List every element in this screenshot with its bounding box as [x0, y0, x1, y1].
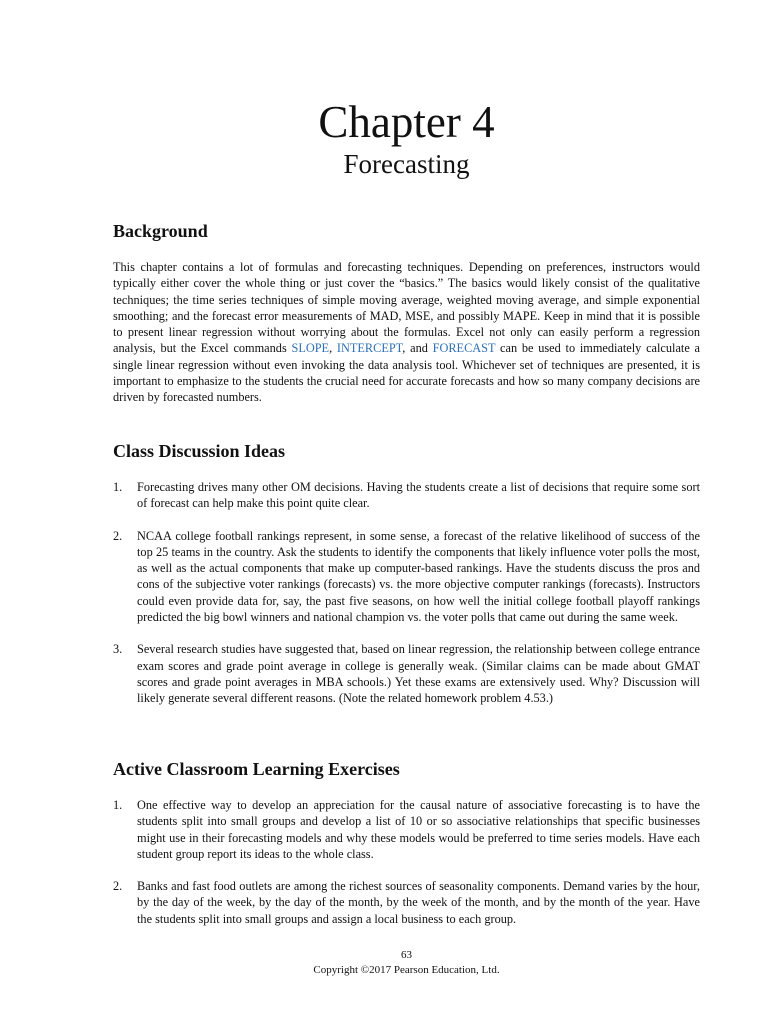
list-item	[113, 641, 700, 706]
list-item-text: Banks and fast food outlets are among the richest sources of seasonality components. Demand varies by the hour, by the day of the week, by the day of the month, by the week of the month, and by the month of the year. Have the students split into small groups and assign a local business to each group.	[137, 879, 700, 926]
page-number: 63	[401, 949, 412, 961]
discussion-list	[113, 479, 700, 707]
list-item	[113, 528, 700, 626]
list-item-text: Several research studies have suggested that, based on linear regression, the relationship between college entrance exam scores and grade point average in college is generally weak. (Similar claims can be made about GMAT scores and grade point averages in MBA schools.) Yet these exams are extensively used. Why? Discussion will likely generate several different reasons. (Note the related homework problem 4.53.)	[137, 642, 700, 706]
list-item-number: 1.	[113, 480, 123, 494]
intercept-link[interactable]: INTERCEPT	[336, 341, 403, 356]
exercises-list	[113, 797, 700, 927]
background-section	[113, 219, 700, 406]
discussion-section	[113, 439, 700, 707]
list-item-number: 3.	[113, 642, 123, 657]
list-item	[113, 797, 700, 862]
exercises-section	[113, 757, 700, 927]
discussion-heading: Class Discussion Ideas	[113, 441, 286, 461]
forecast-link[interactable]: FORECAST	[432, 341, 496, 356]
chapter-subtitle: Forecasting	[343, 149, 470, 179]
slope-link[interactable]: SLOPE	[291, 341, 330, 356]
separator-2: , and	[402, 341, 433, 356]
background-text-1: This chapter contains a lot of formulas and forecasting techniques. Depending on preferences, instructors would typically either cover the whole thing or just cover the “basics.” The basics would likely consist of the qualitative techniques; the time series techniques of simple moving average, weighted moving average, and simple exponential smoothing; and the forecast error measurements of MAD, MSE, and possibly MAPE. Keep in mind that it is possible to present linear regression without worrying about the formulas. Excel not only can easily perform a regression analysis, but the Excel commands	[113, 260, 700, 356]
list-item	[113, 479, 700, 512]
background-text-2: can be used to immediately calculate a single linear regression without even invoking the data analysis tool. Whichever set of techniques are presented, it is important to emphasize to the students the crucial need for accurate forecasts and how so many company decisions are driven by forecasted numbers.	[113, 341, 700, 405]
list-item-text: NCAA college football rankings represent, in some sense, a forecast of the relative likelihood of success of the top 25 teams in the country. Ask the students to identify the components that likely influence voter polls the most, as well as the actual components that make up computer-based rankings. Have the students discuss the pros and cons of the subjective voter rankings (forecasts) vs. the more objective computer rankings (forecasts). Instructors could even provide data for, say, the past five seasons, on how well the initial college football playoff rankings predicted the big bowl winners and national champion vs. the voter polls that came out during the same week.	[137, 528, 700, 625]
background-paragraph	[113, 259, 700, 406]
list-item-number: 1.	[113, 798, 123, 812]
separator-1: ,	[329, 341, 337, 356]
list-item	[113, 878, 700, 927]
list-item-text: Forecasting drives many other OM decisions. Having the students create a list of decisions that require some sort of forecast can help make this point quite clear.	[137, 480, 700, 511]
page-footer	[113, 948, 700, 978]
list-item-number: 2.	[113, 528, 123, 543]
background-heading: Background	[113, 221, 208, 241]
copyright-notice: Copyright ©2017 Pearson Education, Ltd.	[313, 964, 500, 976]
chapter-title: Chapter 4	[318, 97, 495, 147]
list-item-text: One effective way to develop an appreciation for the causal nature of associative forecasting is to have the students split into small groups and develop a list of 10 or so associative relationships that specific businesses might use in their forecasting models and why these models would be preferred to time series models. Have each student group report its ideas to the whole class.	[137, 798, 700, 861]
list-item-number: 2.	[113, 879, 123, 894]
exercises-heading: Active Classroom Learning Exercises	[113, 759, 400, 779]
